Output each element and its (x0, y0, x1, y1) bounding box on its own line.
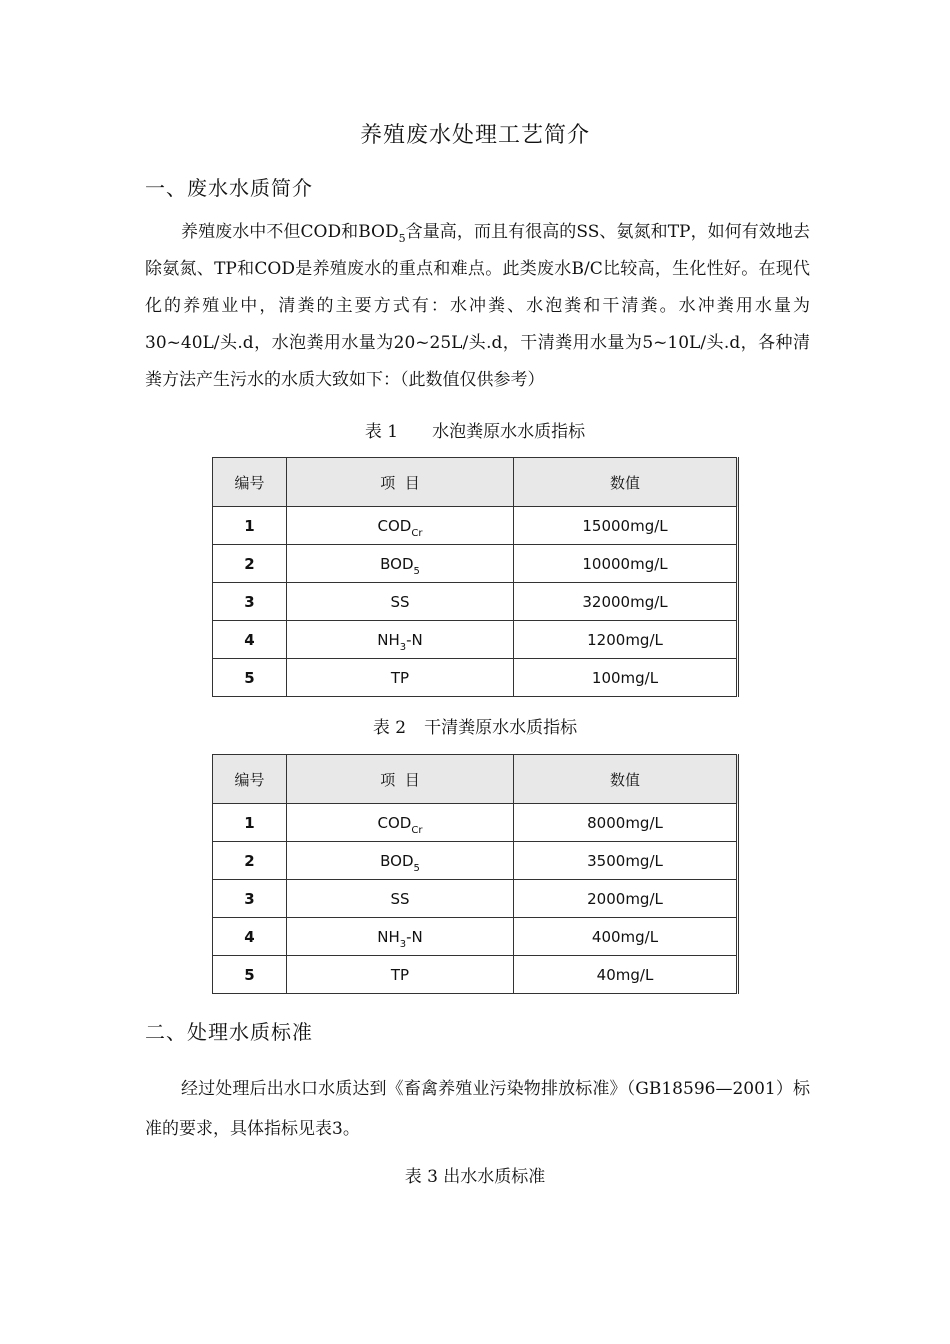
table-row (213, 956, 738, 994)
row-number: 1 (213, 507, 287, 545)
table-row (213, 842, 738, 880)
row-number: 4 (213, 918, 287, 956)
table-row (213, 918, 738, 956)
row-item: SS (287, 880, 514, 918)
table2 (212, 754, 739, 994)
row-number: 1 (213, 804, 287, 842)
row-item: TP (287, 956, 514, 994)
intro-subscript: 5 (398, 232, 406, 245)
row-value: 40mg/L (514, 956, 738, 994)
intro-text-a: 养殖废水中不但COD和BOD (181, 222, 399, 242)
table2-header-row (213, 755, 738, 804)
table1-caption-text: 水泡粪原水水质指标 (432, 422, 586, 442)
intro-text-b: 含量高，而且有很高的SS、氨氮和TP，如何有效地去除氨氮、TP和COD是养殖废水的重点和难点。此类废水B/C比较高，生化性好。在现代化的养殖业中，清粪的主要方式有：水冲粪、水泡粪和干清粪。水冲粪用水量为30~40L/头.d，水泡粪用水量为20~25L/头.d，干清粪用水量为5~10L/头.d，各种清粪方法产生污水的水质大致如下：（此数值仅供参考） (145, 222, 810, 390)
row-value: 100mg/L (514, 659, 738, 697)
table-row (213, 880, 738, 918)
table3-caption: 表 3 出水水质标准 (404, 1167, 546, 1187)
table1-caption (0, 417, 950, 442)
table1-header-value: 数值 (514, 458, 738, 507)
table1-header-no: 编号 (213, 458, 287, 507)
row-value: 8000mg/L (514, 804, 738, 842)
table-row (213, 507, 738, 545)
table1-header-row (213, 458, 738, 507)
table2-header-item: 项 目 (287, 755, 514, 804)
row-item: $NH_3-N$ (287, 621, 514, 659)
table1 (212, 457, 739, 697)
table-row (213, 659, 738, 697)
table-row (213, 804, 738, 842)
row-number: 2 (213, 545, 287, 583)
row-number: 5 (213, 956, 287, 994)
row-value: 1200mg/L (514, 621, 738, 659)
row-item: TP (287, 659, 514, 697)
table2-caption (0, 713, 950, 738)
row-value: 10000mg/L (514, 545, 738, 583)
table-row (213, 583, 738, 621)
standard-paragraph: 经过处理后出水口水质达到《畜禽养殖业污染物排放标准》（GB18596—2001）标准的要求，具体指标见表3。 (145, 1079, 810, 1139)
row-number: 2 (213, 842, 287, 880)
row-value: 2000mg/L (514, 880, 738, 918)
row-item: $COD_{Cr}$ (287, 507, 514, 545)
row-number: 3 (213, 583, 287, 621)
section-heading-2: 二、处理水质标准 (145, 1020, 313, 1044)
row-item: SS (287, 583, 514, 621)
row-value: 400mg/L (514, 918, 738, 956)
row-number: 3 (213, 880, 287, 918)
row-number: 5 (213, 659, 287, 697)
intro-paragraph (145, 214, 810, 399)
table2-caption-text: 干清粪原水水质指标 (424, 718, 578, 738)
table2-header-value: 数值 (514, 755, 738, 804)
table-row (213, 621, 738, 659)
table2-caption-number: 表 2 (372, 718, 407, 738)
row-item: $BOD_5$ (287, 842, 514, 880)
row-value: 32000mg/L (514, 583, 738, 621)
section-heading-1: 一、废水水质简介 (145, 176, 313, 200)
row-value: 3500mg/L (514, 842, 738, 880)
row-value: 15000mg/L (514, 507, 738, 545)
row-item: $NH_3-N$ (287, 918, 514, 956)
table-row (213, 545, 738, 583)
row-number: 4 (213, 621, 287, 659)
table2-header-no: 编号 (213, 755, 287, 804)
row-item: $BOD_5$ (287, 545, 514, 583)
document-title: 养殖废水处理工艺简介 (359, 123, 590, 148)
table1-caption-number: 表 1 (364, 422, 399, 442)
table1-header-item: 项 目 (287, 458, 514, 507)
row-item: $COD_{Cr}$ (287, 804, 514, 842)
